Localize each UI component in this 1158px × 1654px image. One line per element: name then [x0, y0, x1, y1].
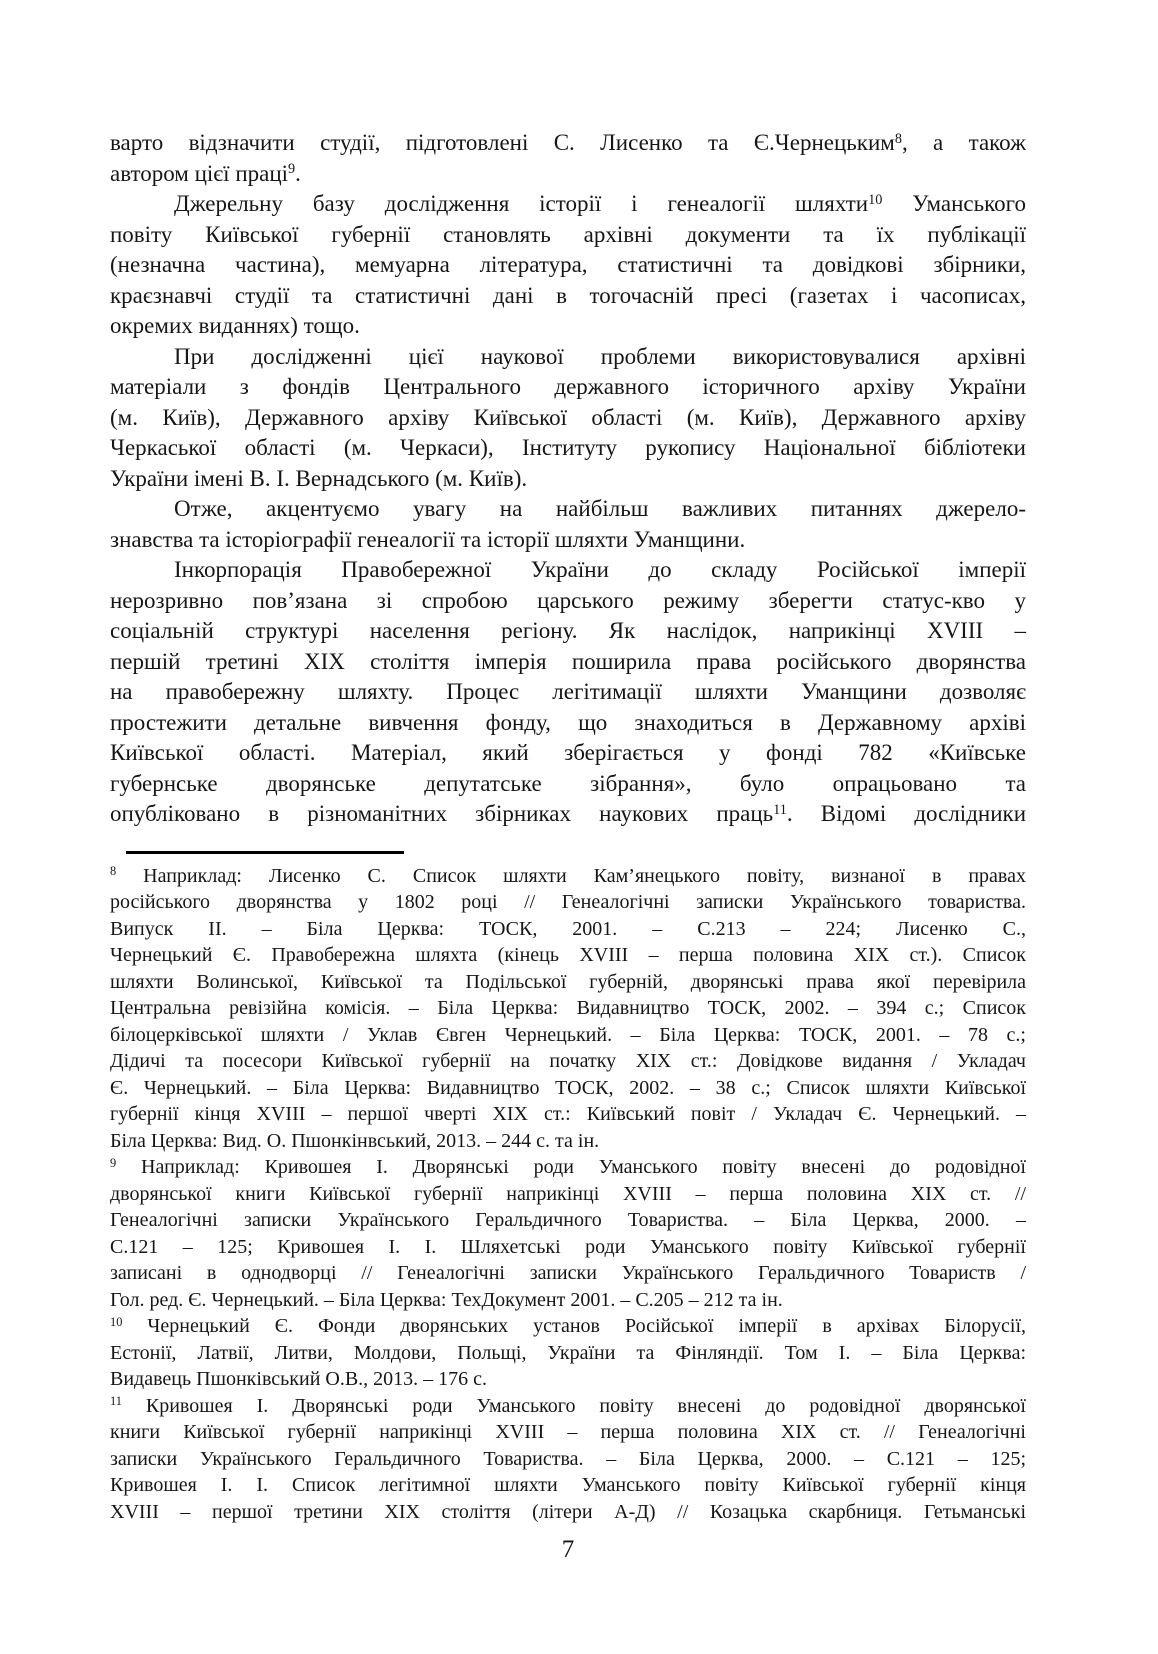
text-line: соціальній структурі населення регіону. Як наслідок, наприкінці XVIII –: [110, 618, 1026, 643]
footnote-marker: 9: [110, 1155, 117, 1170]
footnote-ref: 11: [773, 801, 787, 818]
text-line: України імені В. І. Вернадського (м. Київ).: [110, 465, 528, 491]
text-line: Отже, акцентуємо увагу на найбільш важливих питаннях джерело-: [174, 496, 1026, 521]
footnote-marker: 10: [110, 1314, 123, 1329]
text-line: Черкаської області (м. Черкаси), Інституту рукопису Національної бібліотеки: [110, 435, 1026, 460]
text-line: XVIII – першої третини XIX століття (літери А-Д) // Козацька скарбниця. Гетьманські: [110, 1500, 1026, 1523]
text-line: губернії кінця XVIII – першої чверті XIX ст.: Київський повіт / Укладач Є. Чернецький. –: [110, 1103, 1026, 1125]
text-line: $^9$ Наприклад: Кривошея І. Дворянські роди Уманського повіту внесені до родовідної: [110, 1155, 1026, 1178]
text-line: С.121 – 125; Кривошея І. І. Шляхетські роди Уманського повіту Київської губернії: [110, 1235, 1026, 1258]
page-number: 7: [561, 1536, 575, 1563]
text-line: знавства та історіографії генеалогії та історії шляхти Уманщини.: [110, 526, 746, 552]
text-line: варто відзначити студії, підготовлені С. Лисенко та Є.Чернецьким$^8$, а також: [110, 130, 1026, 155]
text-line: записані в однодворці // Генеалогічні записки Українського Геральдичного Товариств /: [110, 1262, 1026, 1284]
text-line: губернське дворянське депутатське зібрання», було опрацьовано та: [110, 770, 1026, 796]
text-line: Видавець Пшонківський О.В., 2013. – 176 с.: [110, 1368, 488, 1390]
text-line: Дідичі та посесори Київської губернії на початку XIX ст.: Довідкове видання / Укладач: [110, 1050, 1026, 1072]
text-line: (незначна частина), мемуарна література, статистичні та довідкові збірники,: [110, 252, 1026, 277]
text-line: повіту Київської губернії становлять архівні документи та їх публікації: [110, 221, 1026, 247]
text-line: Біла Церква: Вид. О. Пшонкінвський, 2013. – 244 с. та ін.: [110, 1129, 600, 1152]
body-text: [110, 128, 1026, 830]
paragraph: [110, 494, 1026, 555]
paragraph: [110, 128, 1026, 189]
footnote-ref: 8: [894, 130, 902, 147]
text-line: Естонії, Латвії, Литви, Молдови, Польщі, України та Фінляндії. Том І. – Біла Церква:: [110, 1341, 1026, 1364]
footnote-separator: [126, 851, 404, 854]
text-line: Київської області. Матеріал, який зберігається у фонді 782 «Київське: [110, 740, 1026, 765]
text-line: опубліковано в різноманітних збірниках наукових праць$^{11}$. Відомі дослідники: [110, 801, 1026, 826]
text-line: дворянської книги Київської губернії наприкінці XVIII – перша половина XIX ст. //: [110, 1182, 1027, 1205]
footnote: [110, 1154, 1026, 1313]
text-line: шляхти Волинської, Київської та Подільської губерній, дворянські права якої перевірила: [110, 970, 1026, 993]
footnotes-section: [110, 863, 1026, 1526]
text-line: матеріали з фондів Центрального державного історичного архіву України: [110, 374, 1026, 399]
text-line: краєзнавчі студії та статистичні дані в тогочасній пресі (газетах і часописах,: [110, 282, 1026, 308]
paragraph: [110, 342, 1026, 495]
text-line: Чернецький Є. Правобережна шляхта (кінець XVIII – перша половина XIX ст.). Список: [110, 944, 1027, 966]
text-line: При дослідженні цієї наукової проблеми використовувалися архівні: [174, 343, 1026, 369]
text-line: російського дворянства у 1802 році // Генеалогічні записки Українського товариства.: [110, 891, 1026, 913]
footnote-marker: 8: [110, 864, 117, 879]
text-line: білоцерківської шляхти / Уклав Євген Чернецький. – Біла Церква: ТОСК, 2001. – 78 с.;: [110, 1023, 1026, 1046]
text-line: $^{10}$ Чернецький Є. Фонди дворянських установ Російської імперії в архівах Білорусії,: [110, 1314, 1026, 1337]
text-line: Центральна ревізійна комісія. – Біла Церква: Видавництво ТОСК, 2002. – 394 с.; Список: [110, 997, 1026, 1019]
footnote: [110, 1393, 1026, 1526]
text-line: Інкорпорація Правобережної України до складу Російської імперії: [174, 557, 1026, 582]
text-line: Є. Чернецький. – Біла Церква: Видавництво ТОСК, 2002. – 38 с.; Список шляхти Київської: [110, 1076, 1026, 1099]
text-line: автором цієї праці$^9$.: [110, 160, 301, 186]
text-line: Генеалогічні записки Українського Геральдичного Товариства. – Біла Церква, 2000. –: [110, 1209, 1026, 1231]
text-line: простежити детальне вивчення фонду, що знаходиться в Державному архіві: [110, 709, 1026, 735]
text-line: Кривошея І. І. Список легітимної шляхти Уманського повіту Київської губернії кінця: [110, 1474, 1026, 1496]
footnote: [110, 863, 1026, 1155]
text-line: Гол. ред. Є. Чернецький. – Біла Церква: ТехДокумент 2001. – С.205 – 212 та ін.: [110, 1288, 783, 1311]
page-content: [110, 128, 1026, 1565]
paragraph: [110, 555, 1026, 830]
text-line: (м. Київ), Державного архіву Київської області (м. Київ), Державного архіву: [110, 404, 1026, 430]
footnote-marker: 11: [110, 1394, 122, 1409]
paragraph: [110, 189, 1026, 342]
footnote-ref: 9: [288, 161, 296, 178]
text-line: записки Українського Геральдичного Товариства. – Біла Церква, 2000. – С.121 – 125;: [110, 1447, 1026, 1470]
text-line: Джерельну базу дослідження історії і генеалогії шляхти$^{10}$ Уманського: [174, 191, 1026, 216]
footnote-ref: 10: [868, 191, 883, 208]
footnote: [110, 1313, 1026, 1393]
text-line: нерозривно пов’язана зі спробою царського режиму зберегти статус-кво у: [110, 587, 1026, 613]
text-line: Випуск ІІ. – Біла Церква: ТОСК, 2001. – С.213 – 224; Лисенко С.,: [110, 917, 1026, 940]
text-line: першій третині XIX століття імперія поширила права російського дворянства: [110, 648, 1026, 674]
text-line: окремих виданнях) тощо.: [110, 313, 360, 338]
text-line: книги Київської губернії наприкінці XVIII – перша половина XIX ст. // Генеалогічні: [110, 1421, 1026, 1443]
text-line: $^{11}$ Кривошея І. Дворянські роди Уманського повіту внесені до родовідної дворянської: [110, 1394, 1026, 1417]
text-line: $^8$ Наприклад: Лисенко С. Список шляхти Кам’янецького повіту, визнаної в правах: [110, 864, 1026, 887]
text-line: на правобережну шляхту. Процес легітимації шляхти Уманщини дозволяє: [110, 679, 1026, 704]
